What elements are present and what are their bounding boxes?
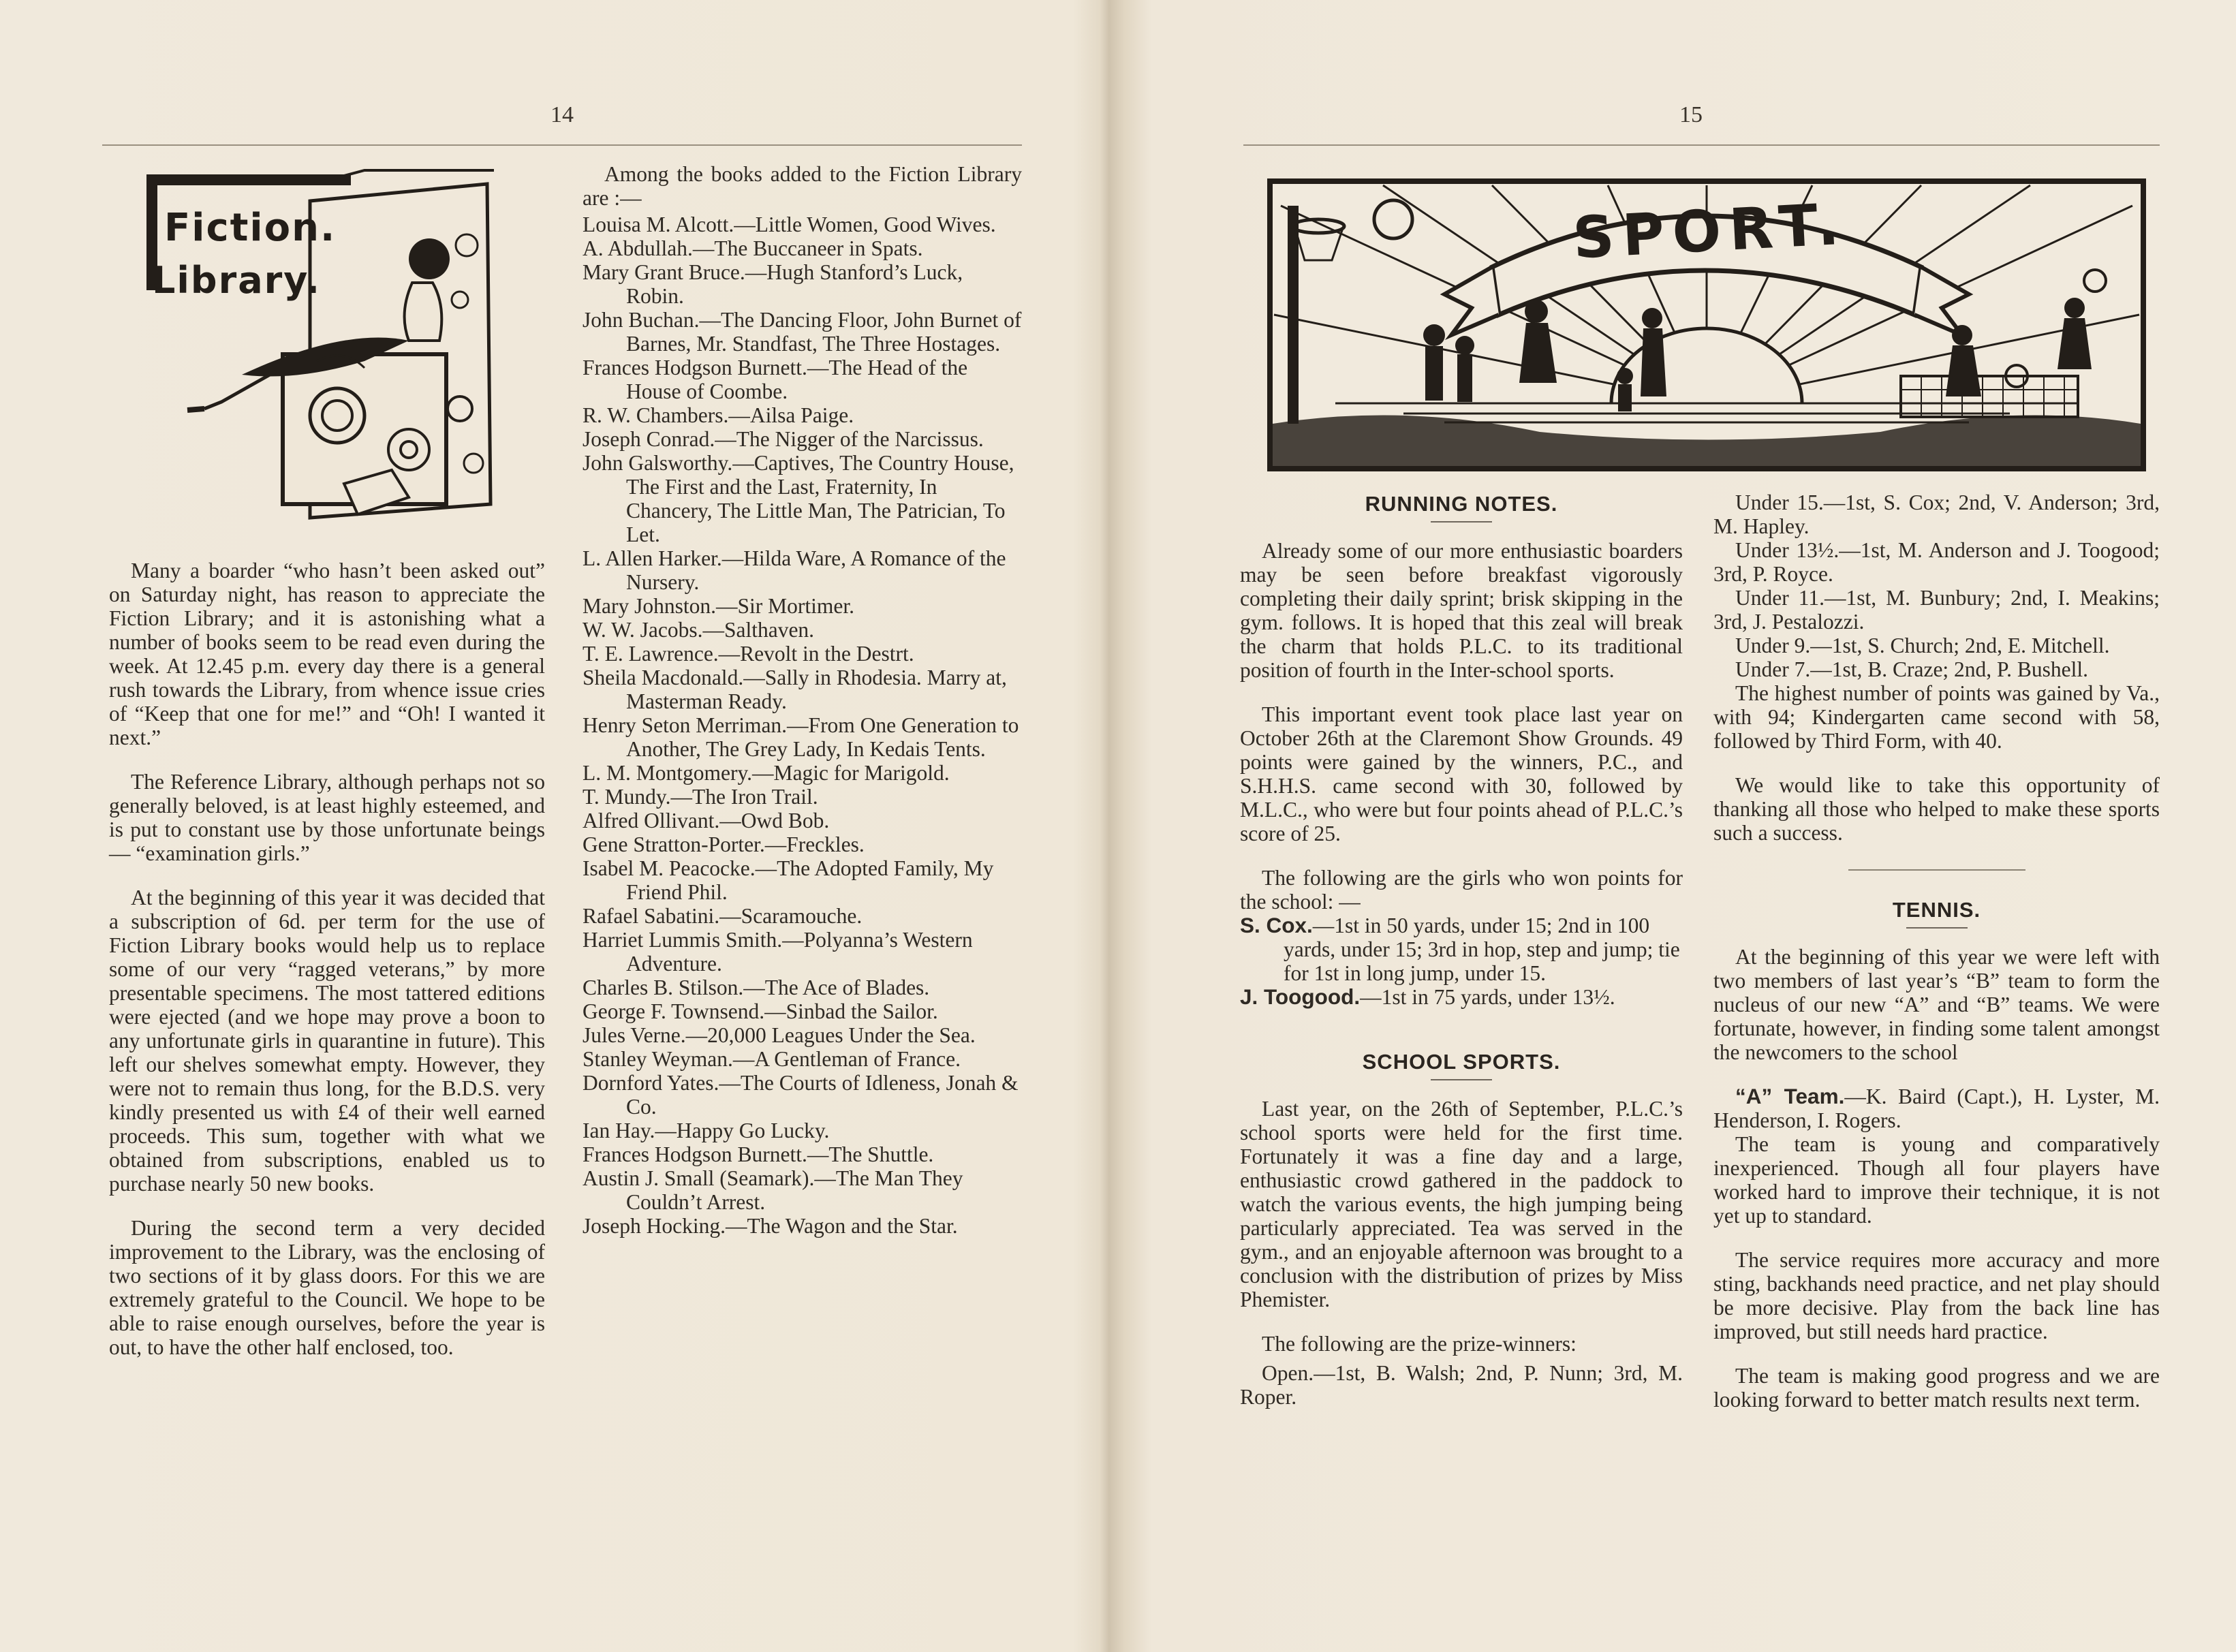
heading-rule xyxy=(1906,927,1968,929)
heading-rule xyxy=(1431,1079,1492,1080)
thanks-paragraph: We would like to take this opportunity of thanking all those who helped to make these sports such a success. xyxy=(1713,773,2160,845)
page-number-left: 14 xyxy=(550,102,574,127)
book-entry: Isabel M. Peacocke.—The Adopted Family, My Friend Phil. xyxy=(583,856,994,904)
team-line xyxy=(1713,1085,2160,1132)
winner-name: S. Cox. xyxy=(1240,913,1313,937)
book-entry: Sheila Macdonald.—Sally in Rhodesia. Marry at, Masterman Ready. xyxy=(583,666,1007,713)
paragraph: Last year, on the 26th of September, P.L.C.’s school sports were held for the first time. Fortunately it was a fine day and a large, enthusiastic crowd gathered in the paddock to watch the various events, the high jumping being particularly appreciated. Tea was served in the gym., and an enjoyable afternoon was brought to a conclusion with the distribution of prizes by Miss Phemister. xyxy=(1240,1097,1683,1311)
book-entry: Dornford Yates.—The Courts of Idleness, Jonah & Co. xyxy=(583,1071,1019,1119)
book-entry: T. Mundy.—The Iron Trail. xyxy=(583,785,818,809)
book-entry: Charles B. Stilson.—The Ace of Blades. xyxy=(583,976,930,999)
book-list-column xyxy=(583,162,1022,1238)
header-rule-left xyxy=(102,144,1022,146)
book-entry: Gene Stratton-Porter.—Freckles. xyxy=(583,832,865,856)
tennis-heading: TENNIS. xyxy=(1892,898,1981,922)
book-entry: Harriet Lummis Smith.—Polyanna’s Western Adventure. xyxy=(583,928,973,976)
book-entry: L. M. Montgomery.—Magic for Marigold. xyxy=(583,761,950,785)
section-divider xyxy=(1848,869,2025,871)
winner-results: —1st in 50 yards, under 15; 2nd in 100 yards, under 15; 3rd in hop, step and jump; tie for 1st in long jump, under 15. xyxy=(1284,914,1680,985)
winner-entry xyxy=(1240,914,1683,985)
book-entry: T. E. Lawrence.—Revolt in the Destrt. xyxy=(583,642,914,666)
book-entry: Austin J. Small (Seamark).—The Man They Couldn’t Arrest. xyxy=(583,1166,963,1214)
book-entry: Frances Hodgson Burnett.—The Shuttle. xyxy=(583,1142,934,1166)
masthead-fiction: Fiction. xyxy=(164,206,337,250)
left-column-1 xyxy=(109,559,545,1380)
result-line: Under 15.—1st, S. Cox; 2nd, V. Anderson; 3rd, M. Hapley. xyxy=(1713,490,2160,538)
book-entry: L. Allen Harker.—Hilda Ware, A Romance of the Nursery. xyxy=(583,546,1006,594)
right-column-2 xyxy=(1713,490,2160,1432)
masthead-library: Library. xyxy=(152,259,322,302)
book-entry: George F. Townsend.—Sinbad the Sailor. xyxy=(583,999,938,1023)
result-line: Under 11.—1st, M. Bunbury; 2nd, I. Meakins; 3rd, J. Pestalozzi. xyxy=(1713,586,2160,634)
header-rule-right xyxy=(1243,144,2160,146)
book-entry: W. W. Jacobs.—Salthaven. xyxy=(583,618,815,642)
school-sports-heading: SCHOOL SPORTS. xyxy=(1362,1050,1561,1074)
result-line: Under 13½.—1st, M. Anderson and J. Toogood; 3rd, P. Royce. xyxy=(1713,538,2160,586)
result-line: Under 7.—1st, B. Craze; 2nd, P. Bushell. xyxy=(1735,657,2088,681)
paragraph: Open.—1st, B. Walsh; 2nd, P. Nunn; 3rd, M. Roper. xyxy=(1240,1361,1683,1409)
paragraph: The service requires more accuracy and more sting, backhands need practice, and net play should be more decisive. Play from the back line has improved, but still needs hard practice. xyxy=(1713,1248,2160,1343)
team-label: “A” Team. xyxy=(1735,1084,1845,1108)
book-entry: R. W. Chambers.—Ailsa Paige. xyxy=(583,403,854,427)
book-entry: John Galsworthy.—Captives, The Country House, The First and the Last, Fraternity, In Chancery, The Little Man, The Patrician, To Let. xyxy=(583,451,1014,546)
paragraph: Many a boarder “who hasn’t been asked out” on Saturday night, has reason to appreciate the Fiction Library; and it is astonishing what a number of books seem to be read even during the week. At 12.45 p.m. every day there is a general rush towards the Library, from whence issue cries of “Keep that one for me!” and “Oh! I wanted it next.” xyxy=(109,559,545,749)
book-entry: Louisa M. Alcott.—Little Women, Good Wives. xyxy=(583,213,996,236)
result-line: Under 9.—1st, S. Church; 2nd, E. Mitchell. xyxy=(1735,634,2110,657)
paragraph: The Reference Library, although perhaps not so generally beloved, is at least highly esteemed, and is put to constant use by those unfortunate beings — “examination girls.” xyxy=(109,770,545,865)
book-entry: Henry Seton Merriman.—From One Generation to Another, The Grey Lady, In Kedais Tents. xyxy=(583,713,1019,761)
sport-banner xyxy=(1267,178,2146,471)
book-entry: John Buchan.—The Dancing Floor, John Burnet of Barnes, Mr. Standfast, The Three Hostages. xyxy=(583,308,1022,356)
paragraph: During the second term a very decided improvement to the Library, was the enclosing of two sections of it by glass doors. For this we are extremely grateful to the Council. We hope to be able to raise enough ourselves, before the year is out, to have the other half enclosed, too. xyxy=(109,1216,545,1359)
book-entry: Ian Hay.—Happy Go Lucky. xyxy=(583,1119,830,1142)
paragraph: The team is young and comparatively inexperienced. Though all four players have worked hard to improve their technique, it is not yet up to standard. xyxy=(1713,1132,2160,1228)
book-entry: Frances Hodgson Burnett.—The Head of the House of Coombe. xyxy=(583,356,968,403)
winner-name: J. Toogood. xyxy=(1240,984,1361,1009)
fiction-library-illustration xyxy=(140,163,521,531)
book-entry: Stanley Weyman.—A Gentleman of France. xyxy=(583,1047,961,1071)
book-entry: Mary Grant Bruce.—Hugh Stanford’s Luck, Robin. xyxy=(583,260,963,308)
winner-entry xyxy=(1240,985,1683,1009)
sport-title: SPORT. xyxy=(1571,190,1849,272)
heading-rule xyxy=(1431,521,1492,523)
book-entry: Alfred Ollivant.—Owd Bob. xyxy=(583,809,830,832)
paragraph: At the beginning of this year it was decided that a subscription of 6d. per term for the use of Fiction Library books would help us to replace some of our very “ragged veterans,” by more presentable specimens. The most tattered editions were ejected (and we hope may prove a boon to any unfortunate girls in quarantine in future). This left our shelves somewhat empty. However, they were not to remain thus long, for the B.D.S. very kindly presented us with £4 of their well earned proceeds. This sum, together with what we obtained from subscriptions, enabled us to purchase nearly 50 new books. xyxy=(109,886,545,1196)
right-column-1 xyxy=(1240,492,1683,1429)
paragraph: This important event took place last year on October 26th at the Claremont Show Grounds. 49 points were gained by the winners, P.C., and S.H.H.S. came second with 30, followed by M.L.C., who were but four points ahead of P.L.C.’s score of 25. xyxy=(1240,702,1683,845)
book-entry: Joseph Hocking.—The Wagon and the Star. xyxy=(583,1214,958,1238)
paragraph: At the beginning of this year we were left with two members of last year’s “B” team to form the nucleus of our new “A” and “B” teams. We were fortunate, however, in finding some talent amongst the newcomers to the school xyxy=(1713,945,2160,1064)
book-entry: Mary Johnston.—Sir Mortimer. xyxy=(583,594,854,618)
book-entry: Jules Verne.—20,000 Leagues Under the Sea. xyxy=(583,1023,976,1047)
paragraph: The team is making good progress and we are looking forward to better match results next term. xyxy=(1713,1364,2160,1412)
team-members: —K. Baird (Capt.), H. Lyster, M. Henderson, I. Rogers. xyxy=(1713,1085,2160,1132)
book-entry: A. Abdullah.—The Buccaneer in Spats. xyxy=(583,236,923,260)
result-line: The highest number of points was gained by Va., with 94; Kindergarten came second with 58, followed by Third Form, with 40. xyxy=(1713,681,2160,753)
paragraph: The following are the girls who won points for the school: — xyxy=(1240,866,1683,914)
page-number-right: 15 xyxy=(1679,102,1703,127)
paragraph: The following are the prize-winners: xyxy=(1262,1332,1577,1356)
books-intro: Among the books added to the Fiction Library are :— xyxy=(583,162,1022,210)
book-entry: Joseph Conrad.—The Nigger of the Narcissus. xyxy=(583,427,984,451)
running-notes-heading: RUNNING NOTES. xyxy=(1365,492,1558,516)
book-entry: Rafael Sabatini.—Scaramouche. xyxy=(583,904,863,928)
paragraph: Already some of our more enthusiastic boarders may be seen before breakfast vigorously completing their daily sprint; brisk skipping in the gym. follows. It is hoped that this zeal will break the charm that holds P.L.C. to its traditional position of fourth in the Inter-school sports. xyxy=(1240,539,1683,682)
winner-results: —1st in 75 yards, under 13½. xyxy=(1360,985,1615,1009)
